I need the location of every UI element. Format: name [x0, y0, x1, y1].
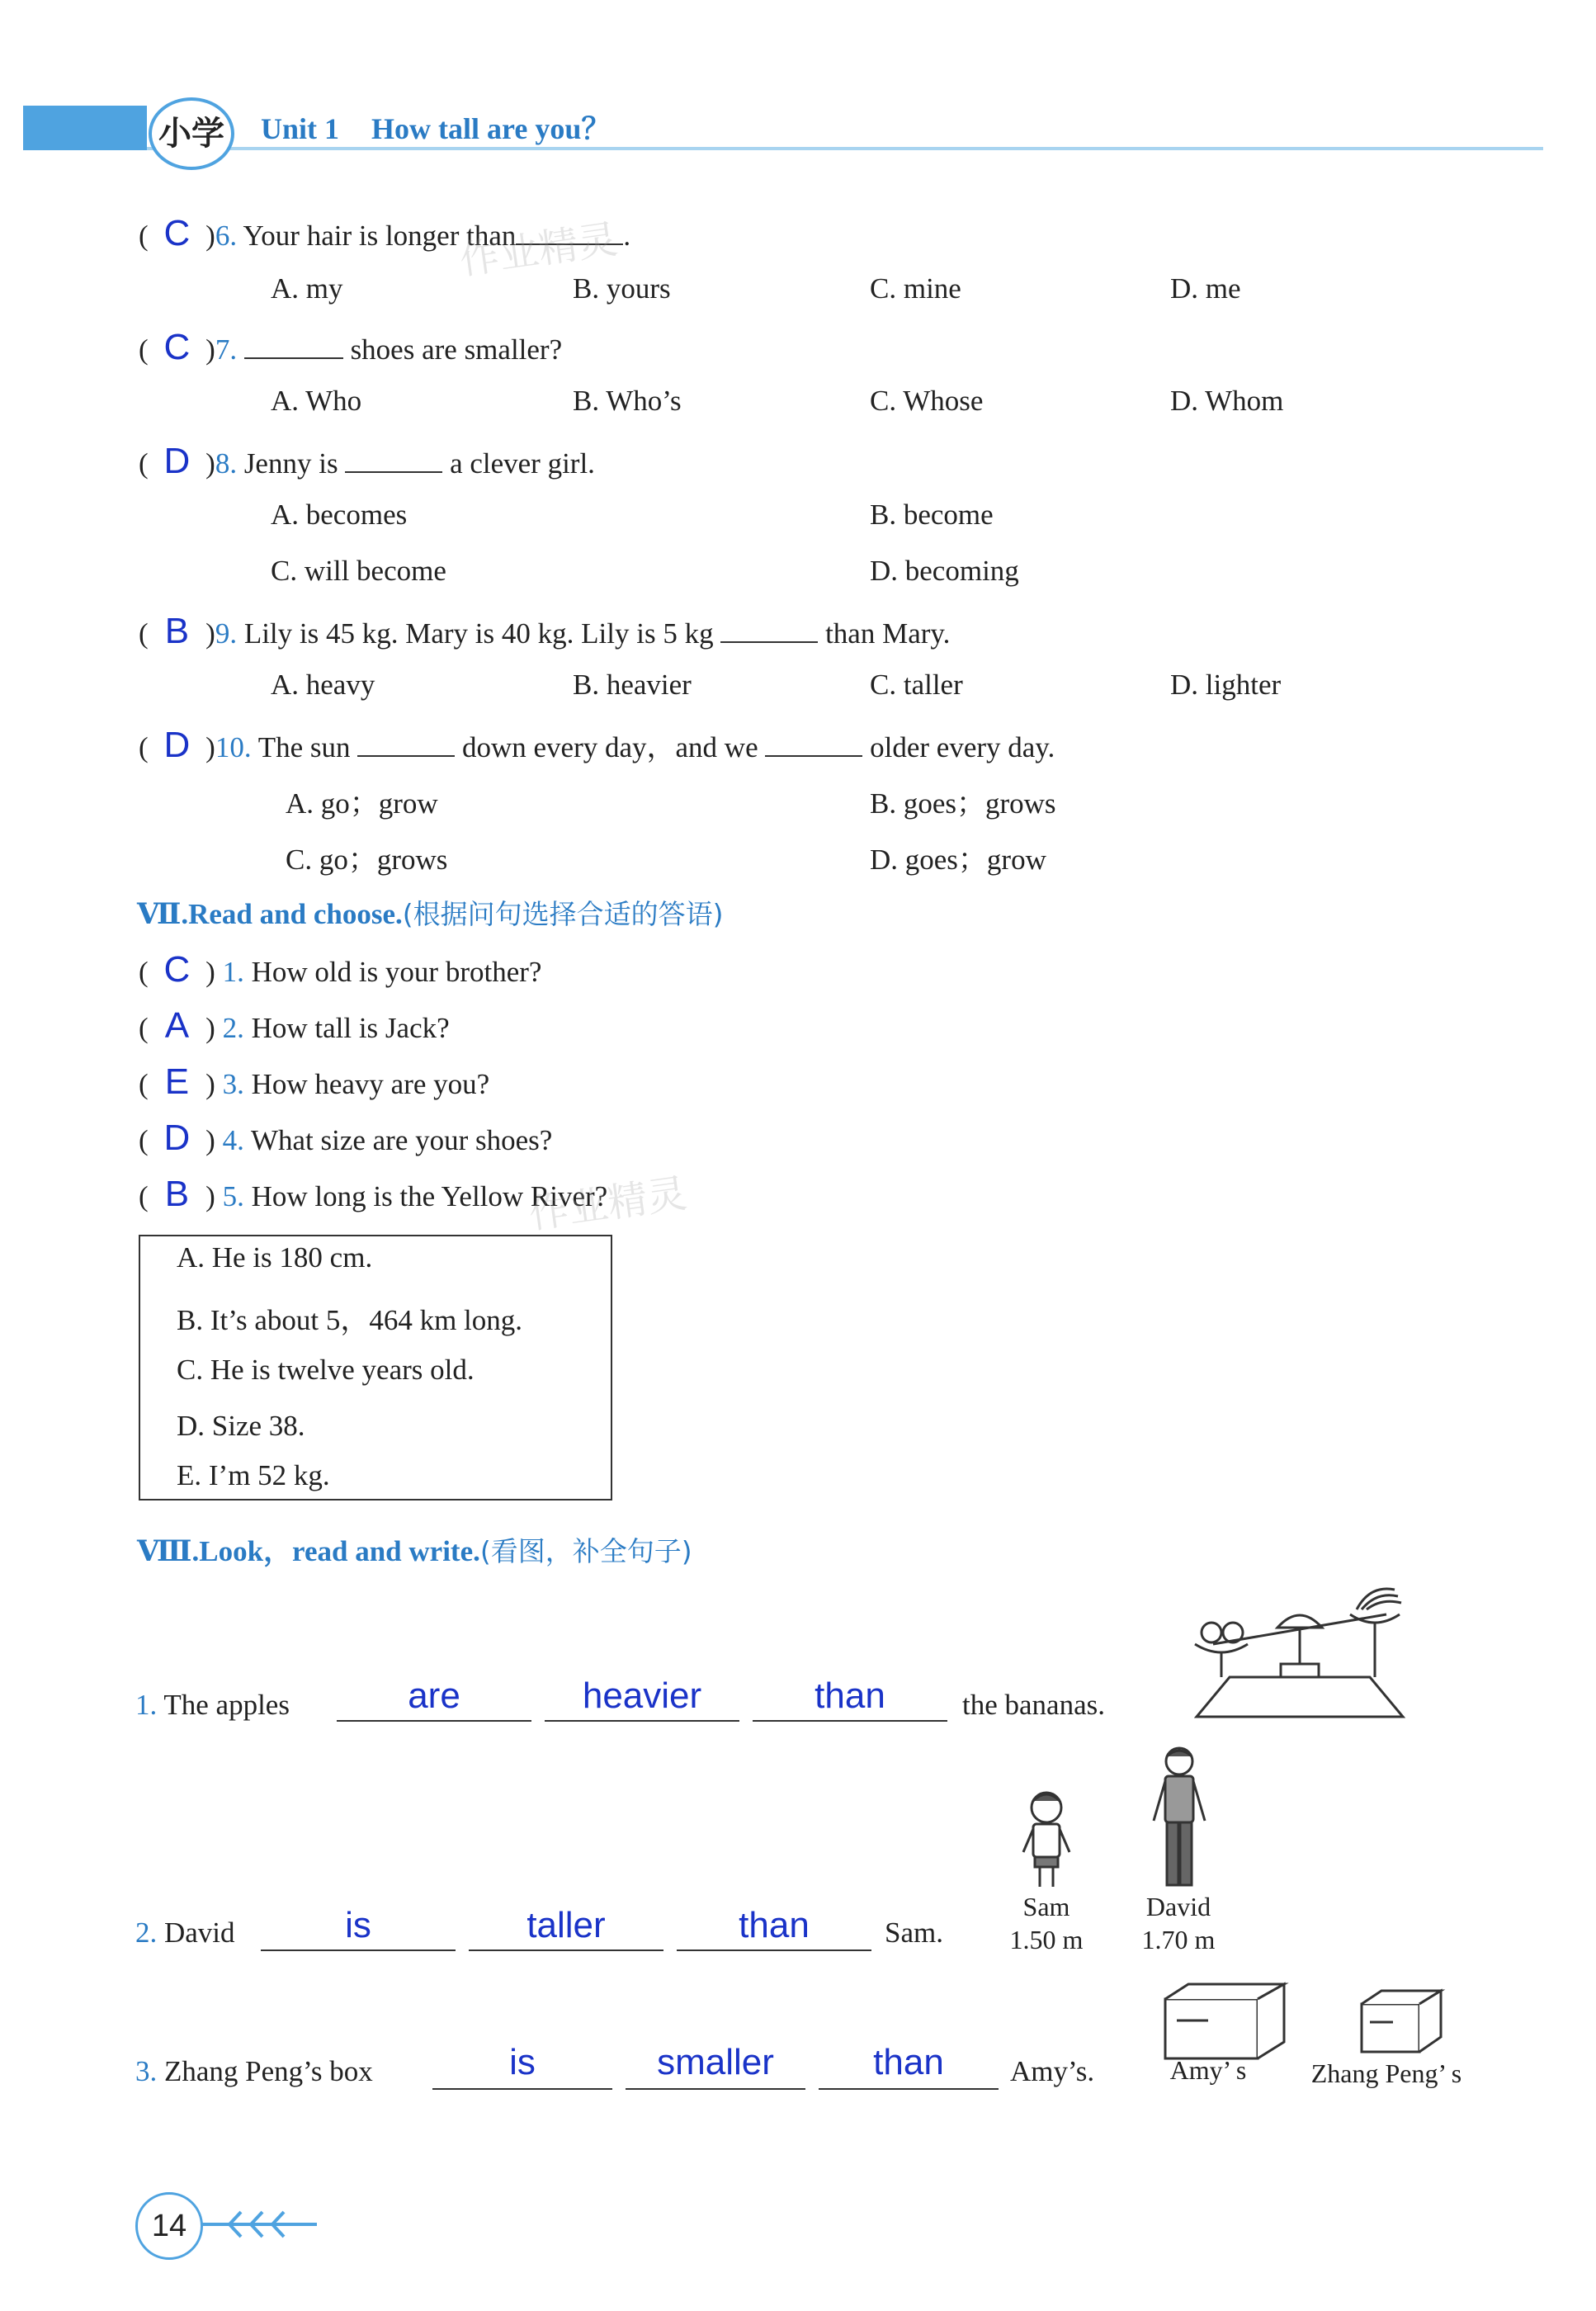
mc-option: C. will become	[271, 555, 446, 587]
s8-pre-2: David	[164, 1916, 235, 1949]
unit-title: How tall are you？	[371, 112, 611, 145]
s7-question-4: ( D ) 4. What size are your shoes?	[139, 1118, 553, 1158]
s8-blank	[432, 2088, 612, 2090]
s7-answer-5: B	[164, 1174, 190, 1214]
mc-answer-9: B	[164, 611, 190, 651]
s8-blank	[545, 1720, 739, 1722]
zhang-peng-box-illustration	[1357, 1986, 1447, 2057]
mc-question-10: ( D )10. The sun down every day，and we older every day.	[139, 725, 1055, 765]
header-badge-text: 小学	[158, 115, 224, 153]
mc-answer-6: C	[163, 213, 191, 253]
mc-answer-8: D	[163, 441, 191, 481]
s8-answer: taller	[526, 1905, 606, 1945]
david-name: David	[1145, 1892, 1211, 1921]
s7-text-1: How old is your brother?	[251, 956, 542, 988]
s7-question-5: ( B ) 5. How long is the Yellow River?	[139, 1174, 608, 1214]
amy-box-illustration	[1159, 1979, 1291, 2062]
s7-num-2: 2.	[222, 1012, 244, 1044]
sam-figure-illustration	[1013, 1786, 1079, 1893]
mc-num-7: 7.	[215, 333, 238, 366]
choice-item: C. He is twelve years old.	[177, 1354, 475, 1386]
s8-answer: are	[408, 1675, 460, 1716]
s8-blank	[261, 1949, 456, 1951]
mc-option: A. Who	[271, 385, 362, 417]
section-7-title: Read and choose.	[188, 898, 403, 930]
section-7-instruction: (根据问句选择合适的答语)	[402, 898, 724, 930]
mc-option: B. Who’s	[573, 385, 682, 417]
s8-answer: heavier	[582, 1675, 702, 1716]
mc-option: B. goes；grows	[870, 787, 1056, 820]
mc-num-6: 6.	[215, 220, 238, 252]
choice-item: E. I’m 52 kg.	[177, 1459, 330, 1491]
section-7-heading	[137, 893, 724, 932]
s8-blank	[677, 1949, 871, 1951]
choice-item: D. Size 38.	[177, 1410, 305, 1442]
mc-option: B. yours	[573, 272, 671, 305]
s8-sentence-1-end: the bananas.	[962, 1689, 1105, 1721]
s7-text-5: How long is the Yellow River?	[251, 1180, 608, 1212]
mc-option: A. heavy	[271, 669, 375, 701]
s7-text-4: What size are your shoes?	[250, 1124, 553, 1156]
david-height: 1.70 m	[1141, 1925, 1216, 1954]
s8-sentence-3-start	[135, 2055, 373, 2088]
header-unit	[261, 106, 611, 148]
mc-option: C. taller	[870, 669, 963, 701]
mc-question-7: ( C )7. shoes are smaller?	[139, 327, 563, 367]
s7-num-3: 3.	[222, 1068, 244, 1100]
section-8-title: Look，read and write.	[199, 1535, 480, 1567]
header-bar	[23, 106, 147, 150]
s7-text-2: How tall is Jack?	[251, 1012, 450, 1044]
s8-answer: than	[873, 2042, 944, 2082]
s8-pre-3: Zhang Peng’s box	[164, 2055, 373, 2087]
s8-blank	[469, 1949, 663, 1951]
section-8-number: Ⅷ.	[137, 1535, 200, 1567]
s8-num-1: 1.	[135, 1689, 158, 1721]
amy-box-label: Amy’ s	[1169, 2055, 1247, 2085]
mc-stem-6: Your hair is longer than	[243, 220, 517, 252]
mc-option: D. becoming	[870, 555, 1019, 587]
zhang-peng-box-label: Zhang Peng’ s	[1310, 2058, 1462, 2088]
s7-text-3: How heavy are you?	[251, 1068, 490, 1100]
watermark: 作业精灵	[526, 1170, 690, 1239]
mc-option: A. becomes	[271, 499, 408, 531]
section-8-instruction: (看图，补全句子)	[479, 1535, 692, 1567]
watermark: 作业精灵	[456, 215, 621, 285]
mc-stem-end-9: than Mary.	[825, 617, 951, 650]
mc-stem-end-10: older every day.	[870, 731, 1055, 763]
s8-sentence-2-start	[135, 1916, 235, 1949]
sam-name: Sam	[1022, 1892, 1070, 1921]
mc-option: D. goes；grow	[870, 844, 1046, 876]
s7-answer-1: C	[163, 949, 191, 990]
mc-option: D. me	[1170, 272, 1241, 305]
s8-sentence-1-start	[135, 1689, 290, 1722]
s8-answer: is	[509, 2042, 536, 2082]
mc-stem-end-6: .	[623, 220, 631, 252]
mc-stem-7: shoes are smaller?	[350, 333, 563, 366]
s7-question-2: ( A ) 2. How tall is Jack?	[139, 1005, 450, 1046]
mc-num-9: 9.	[215, 617, 238, 650]
s8-blank	[753, 1720, 947, 1722]
s8-sentence-2-end: Sam.	[885, 1916, 943, 1949]
sam-height: 1.50 m	[1009, 1925, 1084, 1954]
mc-option: C. mine	[870, 272, 961, 305]
s8-answer: than	[739, 1905, 810, 1945]
unit-label: Unit 1	[261, 112, 340, 145]
page-arrow-decoration	[201, 2207, 325, 2242]
mc-answer-7: C	[163, 327, 191, 367]
mc-num-10: 10.	[215, 731, 252, 763]
s8-answer: than	[815, 1675, 885, 1716]
mc-option: C. go；grows	[286, 844, 448, 876]
s7-num-4: 4.	[222, 1124, 244, 1156]
mc-option: B. become	[870, 499, 994, 531]
s7-question-1: ( C ) 1. How old is your brother?	[139, 949, 542, 990]
choice-item: B. It’s about 5，464 km long.	[177, 1304, 523, 1336]
mc-num-8: 8.	[215, 447, 238, 480]
page-number-badge	[135, 2192, 203, 2260]
mc-option: B. heavier	[573, 669, 692, 701]
mc-stem-10: The sun	[257, 731, 351, 763]
balance-scale-illustration	[1188, 1585, 1411, 1725]
mc-option: A. my	[271, 272, 343, 305]
mc-stem-mid-10: down every day，and we	[461, 731, 758, 763]
david-figure-illustration	[1142, 1743, 1216, 1892]
s7-question-3: ( E ) 3. How heavy are you?	[139, 1061, 490, 1102]
s8-blank	[819, 2088, 999, 2090]
s8-num-2: 2.	[135, 1916, 158, 1949]
s7-answer-2: A	[164, 1005, 190, 1046]
mc-option: C. Whose	[870, 385, 984, 417]
page-number: 14	[151, 2209, 187, 2243]
s7-answer-3: E	[164, 1061, 190, 1102]
mc-stem-8: Jenny is	[243, 447, 338, 480]
s7-num-1: 1.	[222, 956, 244, 988]
mc-option: A. go；grow	[286, 787, 438, 820]
s8-sentence-3-end: Amy’s.	[1010, 2055, 1095, 2087]
choices-box	[139, 1235, 612, 1500]
s8-num-3: 3.	[135, 2055, 158, 2087]
section-8-heading	[137, 1529, 692, 1570]
mc-stem-9: Lily is 45 kg. Mary is 40 kg. Lily is 5 kg	[243, 617, 714, 650]
section-7-number: Ⅶ.	[137, 898, 189, 930]
s8-answer: smaller	[657, 2042, 774, 2082]
s8-pre-1: The apples	[163, 1689, 290, 1721]
choice-item: A. He is 180 cm.	[177, 1241, 373, 1274]
mc-option: D. Whom	[1170, 385, 1284, 417]
s7-answer-4: D	[163, 1118, 191, 1158]
mc-question-8: ( D )8. Jenny is a clever girl.	[139, 441, 595, 481]
mc-option: D. lighter	[1170, 669, 1282, 701]
header-badge	[149, 97, 234, 170]
mc-stem-end-8: a clever girl.	[450, 447, 595, 480]
s8-answer: is	[345, 1905, 371, 1945]
mc-question-6: ( C )6. Your hair is longer than .	[139, 213, 631, 253]
s8-blank	[626, 2088, 805, 2090]
s7-num-5: 5.	[222, 1180, 244, 1212]
mc-answer-10: D	[163, 725, 191, 765]
s8-blank	[337, 1720, 531, 1722]
mc-question-9: ( B )9. Lily is 45 kg. Mary is 40 kg. Lily is 5 kg than Mary.	[139, 611, 951, 651]
